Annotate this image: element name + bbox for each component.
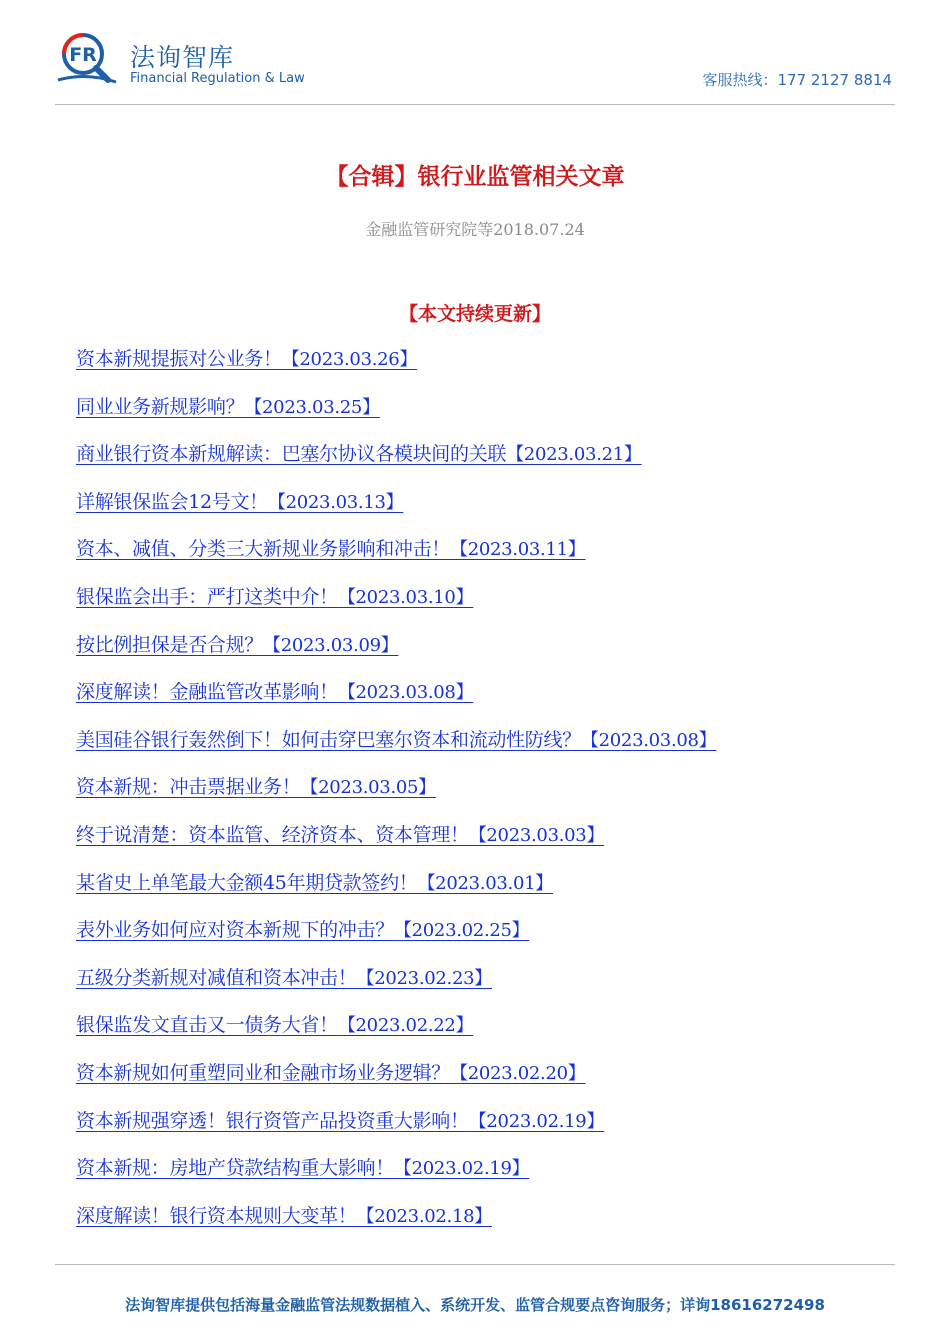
list-item — [76, 390, 716, 438]
article-link[interactable] — [76, 824, 604, 846]
article-link[interactable] — [76, 491, 403, 513]
list-item — [76, 628, 716, 676]
article-title: 美国硅谷银行轰然倒下！如何击穿巴塞尔资本和流动性防线？ — [76, 728, 581, 751]
article-title: 资本新规：房地产贷款结构重大影响！ — [76, 1157, 394, 1180]
article-title: 五级分类新规对减值和资本冲击！ — [76, 966, 357, 989]
service-hotline: 客服热线：177 2127 8814 — [702, 71, 892, 89]
article-title: 某省史上单笔最大金额45年期贷款签约！ — [76, 871, 418, 894]
article-link[interactable] — [76, 1062, 585, 1084]
list-item — [76, 961, 716, 1009]
article-title: 终于说清楚：资本监管、经济资本、资本管理！ — [76, 823, 469, 846]
article-link[interactable] — [76, 872, 553, 894]
article-date: 【2023.03.13】 — [267, 491, 404, 513]
list-item — [76, 913, 716, 961]
update-note: 【本文持续更新】 — [398, 303, 551, 325]
list-item — [76, 1008, 716, 1056]
article-link[interactable] — [76, 729, 716, 751]
article-date: 【2023.03.05】 — [300, 777, 436, 799]
article-title: 深度解读！银行资本规则大变革！ — [76, 1204, 357, 1227]
brand-name: 法询智库 — [130, 43, 235, 72]
list-item — [76, 532, 716, 580]
list-item — [76, 437, 716, 485]
article-link[interactable] — [76, 776, 436, 798]
footer-text: 法询智库提供包括海量金融监管法规数据植入、系统开发、监管合规要点咨询服务；详询18616272498 — [125, 1296, 825, 1314]
list-item — [76, 342, 716, 390]
list-item — [76, 1056, 716, 1104]
article-link[interactable] — [76, 967, 492, 989]
list-item — [76, 770, 716, 818]
document-meta: 金融监管研究院等2018.07.24 — [365, 220, 585, 239]
article-date: 【2023.03.25】 — [244, 396, 380, 418]
article-link[interactable] — [76, 1110, 604, 1132]
svg-text:FR: FR — [69, 44, 97, 66]
article-title: 详解银保监会12号文！ — [76, 490, 268, 513]
article-date: 【2023.02.22】 — [337, 1015, 474, 1037]
list-item — [76, 1104, 716, 1152]
header-divider — [55, 104, 895, 105]
article-link[interactable] — [76, 443, 642, 465]
article-date: 【2023.03.26】 — [281, 349, 418, 370]
article-date: 【2023.03.01】 — [417, 872, 553, 894]
list-item — [76, 818, 716, 866]
article-title: 表外业务如何应对资本新规下的冲击？ — [76, 919, 394, 942]
article-title: 同业业务新规影响？ — [76, 395, 245, 418]
footer-divider — [55, 1264, 895, 1265]
article-date: 【2023.02.25】 — [393, 920, 530, 942]
article-link[interactable] — [76, 681, 473, 703]
article-title: 资本新规：冲击票据业务！ — [76, 776, 301, 799]
article-title: 银保监发文直击又一债务大省！ — [76, 1014, 338, 1037]
article-date: 【2023.02.19】 — [393, 1158, 530, 1180]
article-date: 【2023.03.10】 — [337, 586, 474, 608]
list-item — [76, 1151, 716, 1199]
article-link[interactable] — [76, 634, 398, 656]
article-link[interactable] — [76, 1157, 529, 1179]
list-item — [76, 866, 716, 914]
article-date: 【2023.03.08】 — [580, 729, 717, 751]
article-title: 按比例担保是否合规？ — [76, 633, 264, 656]
article-link[interactable] — [76, 396, 380, 418]
article-date: 【2023.03.21】 — [506, 444, 642, 466]
list-item — [76, 580, 716, 628]
list-item — [76, 485, 716, 533]
list-item — [76, 675, 716, 723]
article-link[interactable] — [76, 1014, 473, 1036]
article-date: 【2023.02.18】 — [356, 1205, 492, 1227]
article-date: 【2023.03.03】 — [468, 824, 605, 846]
article-link[interactable] — [76, 538, 585, 560]
article-date: 【2023.03.11】 — [450, 539, 586, 561]
article-title: 资本新规如何重塑同业和金融市场业务逻辑？ — [76, 1061, 451, 1084]
article-title: 资本新规提振对公业务！ — [76, 348, 282, 370]
article-link[interactable] — [76, 586, 473, 608]
article-title: 银保监会出手：严打这类中介！ — [76, 585, 338, 608]
article-title: 资本、减值、分类三大新规业务影响和冲击！ — [76, 538, 451, 561]
article-link[interactable] — [76, 1205, 492, 1227]
article-title: 深度解读！金融监管改革影响！ — [76, 681, 338, 704]
article-title: 商业银行资本新规解读：巴塞尔协议各模块间的关联 — [76, 443, 507, 466]
article-date: 【2023.03.09】 — [263, 634, 399, 656]
page-header — [0, 0, 950, 106]
document-title: 【合辑】银行业监管相关文章 — [325, 164, 625, 190]
brand-subtitle: Financial Regulation & Law — [130, 71, 305, 86]
article-link[interactable] — [76, 919, 529, 941]
article-date: 【2023.03.08】 — [337, 682, 474, 704]
list-item — [76, 723, 716, 771]
article-title: 资本新规强穿透！银行资管产品投资重大影响！ — [76, 1109, 469, 1132]
article-date: 【2023.02.19】 — [468, 1110, 605, 1132]
article-date: 【2023.02.20】 — [450, 1062, 586, 1084]
article-list — [76, 342, 716, 1246]
fr-logo-icon — [56, 30, 118, 88]
article-link[interactable] — [76, 348, 417, 370]
list-item — [76, 1199, 716, 1247]
article-date: 【2023.02.23】 — [356, 967, 492, 989]
